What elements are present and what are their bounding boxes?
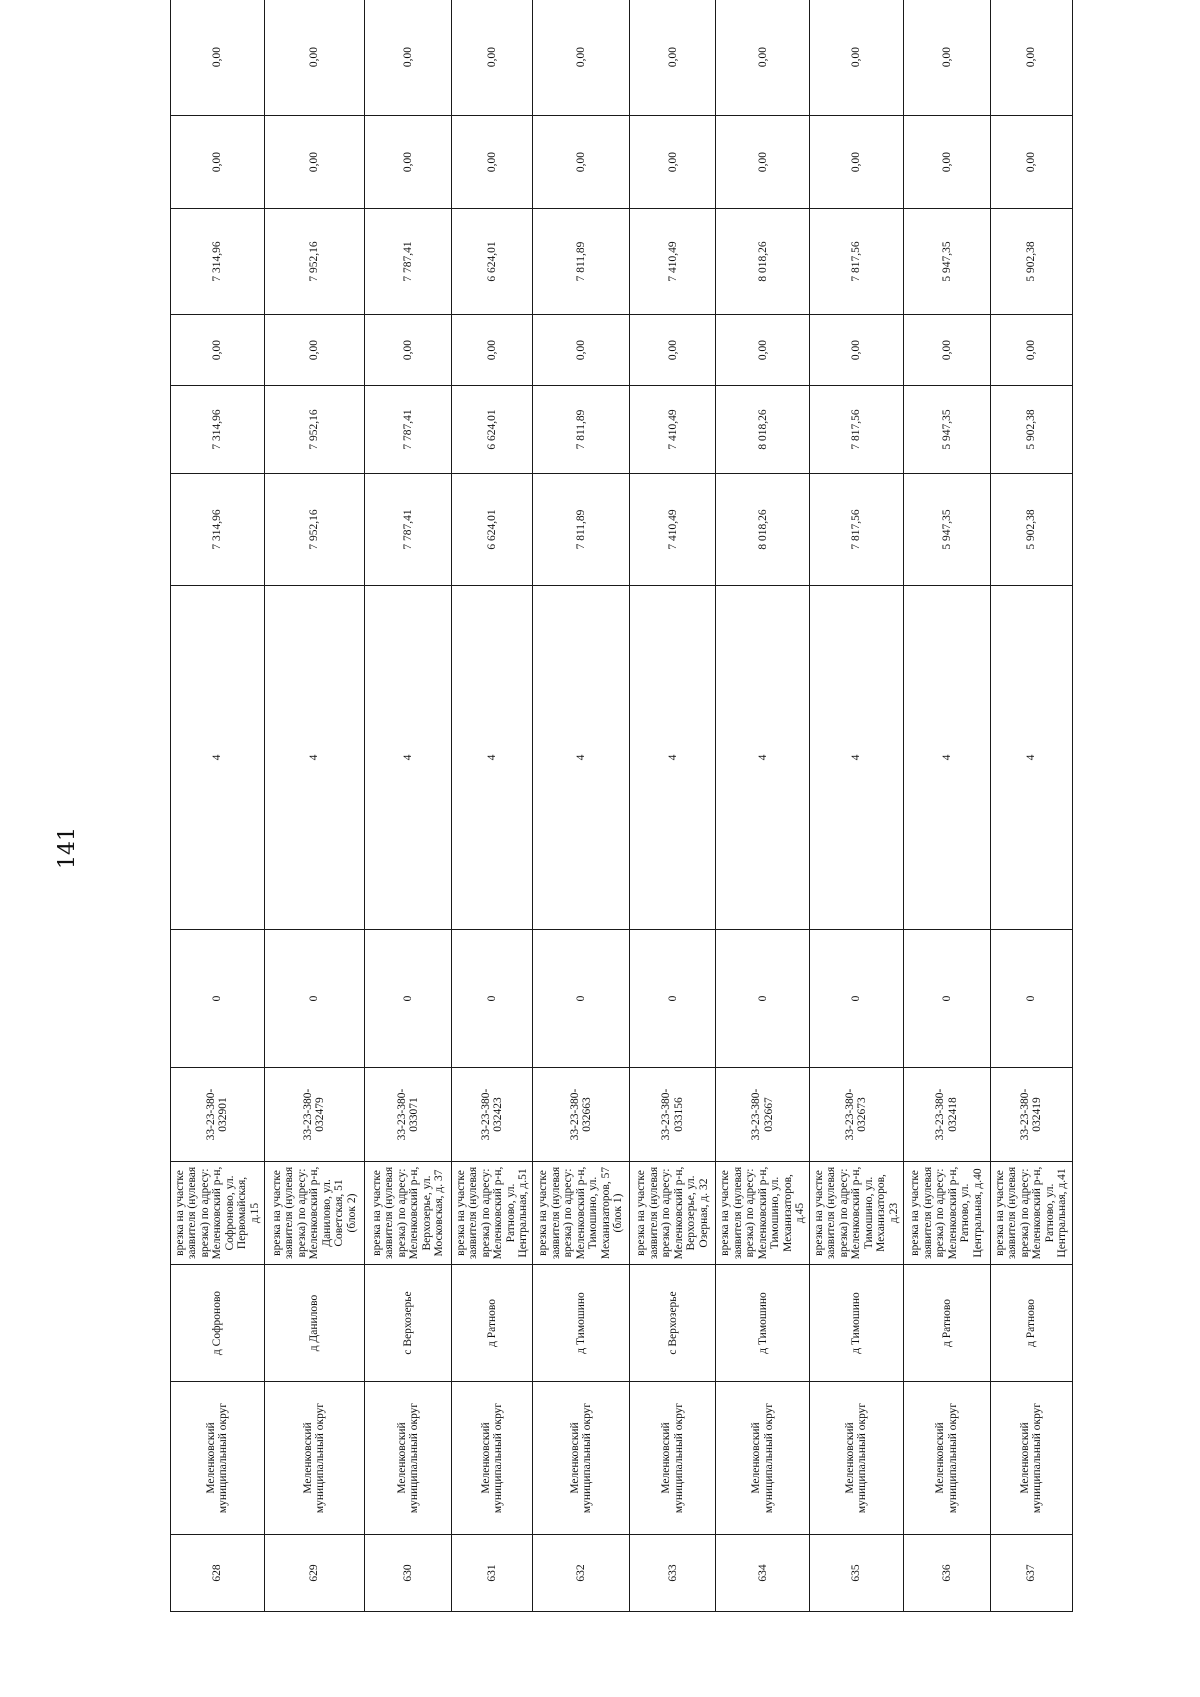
amount-cell-10: 0,00 (264, 315, 364, 386)
description-cell: врезка на участке заявителя (нулевая врезка) по адресу: Меленковский р-н, Тимошино, ул. Механизаторов, 57 (блок 1) (533, 1162, 630, 1265)
row-number-cell: 632 (533, 1535, 630, 1612)
rotated-table-wrapper (170, 46, 1073, 1612)
district-cell: Меленковский муниципальный округ (716, 1382, 810, 1535)
row-number-cell: 635 (810, 1535, 904, 1612)
page-number: 141 (55, 827, 80, 869)
amount-cell-9: 5 947,35 (903, 386, 990, 474)
value-cell-7: 4 (810, 586, 904, 930)
district-cell: Меленковский муниципальный округ (364, 1382, 451, 1535)
row-number-cell: 628 (171, 1535, 265, 1612)
amount-cell-9: 7 787,41 (364, 386, 451, 474)
cadastral-number-cell: 33-23-380-032418 (903, 1068, 990, 1162)
row-number-cell: 637 (990, 1535, 1072, 1612)
amount-cell-10: 0,00 (903, 315, 990, 386)
value-cell-6: 0 (452, 930, 533, 1068)
amount-cell-13: 0,00 (264, 0, 364, 116)
cadastral-number-cell: 33-23-380-033156 (630, 1068, 716, 1162)
settlement-cell: д Тимошино (810, 1265, 904, 1382)
district-cell: Меленковский муниципальный округ (903, 1382, 990, 1535)
value-cell-7: 4 (452, 586, 533, 930)
amount-cell-11: 6 624,01 (452, 209, 533, 315)
amount-cell-8: 7 410,49 (630, 474, 716, 586)
value-cell-6: 0 (810, 930, 904, 1068)
amount-cell-11: 7 811,89 (533, 209, 630, 315)
amount-cell-11: 7 314,96 (171, 209, 265, 315)
value-cell-6: 0 (903, 930, 990, 1068)
district-cell: Меленковский муниципальный округ (171, 1382, 265, 1535)
settlement-cell: д Тимошино (533, 1265, 630, 1382)
value-cell-7: 4 (990, 586, 1072, 930)
cadastral-number-cell: 33-23-380-033071 (364, 1068, 451, 1162)
amount-cell-11: 7 817,56 (810, 209, 904, 315)
district-cell: Меленковский муниципальный округ (990, 1382, 1072, 1535)
row-number-cell: 634 (716, 1535, 810, 1612)
amount-cell-13: 0,00 (903, 0, 990, 116)
row-number-cell: 631 (452, 1535, 533, 1612)
description-cell: врезка на участке заявителя (нулевая врезка) по адресу: Меленковский р-н, Софроново, ул. Первомайская, д.15 (171, 1162, 265, 1265)
table-row (716, 0, 810, 1612)
description-cell: врезка на участке заявителя (нулевая врезка) по адресу: Меленковский р-н, Тимошино, ул. Механизаторов, д.45 (716, 1162, 810, 1265)
settlement-cell: д Данилово (264, 1265, 364, 1382)
table-row (452, 0, 533, 1612)
description-cell: врезка на участке заявителя (нулевая врезка) по адресу: Меленковский р-н, Ратново, ул. Центральная, д.40 (903, 1162, 990, 1265)
settlement-cell: д Софроново (171, 1265, 265, 1382)
value-cell-6: 0 (990, 930, 1072, 1068)
amount-cell-12: 0,00 (171, 116, 265, 209)
amount-cell-12: 0,00 (452, 116, 533, 209)
table-row (810, 0, 904, 1612)
table-row (990, 0, 1072, 1612)
value-cell-7: 4 (630, 586, 716, 930)
value-cell-6: 0 (264, 930, 364, 1068)
amount-cell-8: 7 314,96 (171, 474, 265, 586)
amount-cell-12: 0,00 (716, 116, 810, 209)
amount-cell-9: 5 902,38 (990, 386, 1072, 474)
amount-cell-8: 7 817,56 (810, 474, 904, 586)
cadastral-number-cell: 33-23-380-032479 (264, 1068, 364, 1162)
amount-cell-12: 0,00 (810, 116, 904, 209)
district-cell: Меленковский муниципальный округ (533, 1382, 630, 1535)
settlement-cell: д Тимошино (716, 1265, 810, 1382)
amount-cell-12: 0,00 (990, 116, 1072, 209)
amount-cell-10: 0,00 (364, 315, 451, 386)
description-cell: врезка на участке заявителя (нулевая врезка) по адресу: Меленковский р-н, Верхозерье, ул. Озерная, д. 32 (630, 1162, 716, 1265)
value-cell-7: 4 (716, 586, 810, 930)
cadastral-number-cell: 33-23-380-032423 (452, 1068, 533, 1162)
amount-cell-11: 5 902,38 (990, 209, 1072, 315)
value-cell-6: 0 (630, 930, 716, 1068)
value-cell-7: 4 (903, 586, 990, 930)
amount-cell-13: 0,00 (716, 0, 810, 116)
amount-cell-13: 0,00 (171, 0, 265, 116)
amount-cell-13: 0,00 (990, 0, 1072, 116)
district-cell: Меленковский муниципальный округ (630, 1382, 716, 1535)
amount-cell-13: 0,00 (452, 0, 533, 116)
row-number-cell: 633 (630, 1535, 716, 1612)
amount-cell-9: 7 811,89 (533, 386, 630, 474)
table-row (903, 0, 990, 1612)
amount-cell-10: 0,00 (171, 315, 265, 386)
amount-cell-13: 0,00 (630, 0, 716, 116)
table-row (171, 0, 265, 1612)
row-number-cell: 630 (364, 1535, 451, 1612)
description-cell: врезка на участке заявителя (нулевая врезка) по адресу: Меленковский р-н, Верхозерье, ул. Московская, д. 37 (364, 1162, 451, 1265)
value-cell-7: 4 (171, 586, 265, 930)
amount-cell-13: 0,00 (810, 0, 904, 116)
amount-cell-8: 7 787,41 (364, 474, 451, 586)
amount-cell-11: 7 952,16 (264, 209, 364, 315)
amount-cell-9: 7 314,96 (171, 386, 265, 474)
amount-cell-8: 5 902,38 (990, 474, 1072, 586)
amount-cell-12: 0,00 (630, 116, 716, 209)
table-row (264, 0, 364, 1612)
amount-cell-12: 0,00 (264, 116, 364, 209)
value-cell-6: 0 (171, 930, 265, 1068)
cadastral-number-cell: 33-23-380-032673 (810, 1068, 904, 1162)
amount-cell-12: 0,00 (903, 116, 990, 209)
table-row (364, 0, 451, 1612)
district-cell: Меленковский муниципальный округ (452, 1382, 533, 1535)
value-cell-7: 4 (364, 586, 451, 930)
amount-cell-11: 5 947,35 (903, 209, 990, 315)
amount-cell-10: 0,00 (630, 315, 716, 386)
description-cell: врезка на участке заявителя (нулевая врезка) по адресу: Меленковский р-н, Ратново, ул. Центральная, д.51 (452, 1162, 533, 1265)
row-number-cell: 636 (903, 1535, 990, 1612)
amount-cell-8: 7 952,16 (264, 474, 364, 586)
cadastral-number-cell: 33-23-380-032667 (716, 1068, 810, 1162)
registry-table (170, 0, 1073, 1612)
settlement-cell: с Верхозерье (364, 1265, 451, 1382)
value-cell-7: 4 (533, 586, 630, 930)
amount-cell-9: 7 952,16 (264, 386, 364, 474)
description-cell: врезка на участке заявителя (нулевая врезка) по адресу: Меленковский р-н, Данилово, ул. Советская, 51 (блок 2) (264, 1162, 364, 1265)
amount-cell-10: 0,00 (452, 315, 533, 386)
cadastral-number-cell: 33-23-380-032901 (171, 1068, 265, 1162)
description-cell: врезка на участке заявителя (нулевая врезка) по адресу: Меленковский р-н, Ратново, ул. Центральная, д.41 (990, 1162, 1072, 1265)
table-row (533, 0, 630, 1612)
amount-cell-12: 0,00 (364, 116, 451, 209)
settlement-cell: д Ратново (990, 1265, 1072, 1382)
district-cell: Меленковский муниципальный округ (264, 1382, 364, 1535)
amount-cell-9: 7 410,49 (630, 386, 716, 474)
table-body (171, 0, 1073, 1612)
amount-cell-8: 5 947,35 (903, 474, 990, 586)
amount-cell-11: 7 410,49 (630, 209, 716, 315)
cadastral-number-cell: 33-23-380-032663 (533, 1068, 630, 1162)
amount-cell-13: 0,00 (364, 0, 451, 116)
amount-cell-13: 0,00 (533, 0, 630, 116)
table-row (630, 0, 716, 1612)
amount-cell-10: 0,00 (810, 315, 904, 386)
amount-cell-10: 0,00 (990, 315, 1072, 386)
amount-cell-11: 7 787,41 (364, 209, 451, 315)
amount-cell-11: 8 018,26 (716, 209, 810, 315)
description-cell: врезка на участке заявителя (нулевая врезка) по адресу: Меленковский р-н, Тимошино, ул. Механизаторов, д.23 (810, 1162, 904, 1265)
value-cell-6: 0 (364, 930, 451, 1068)
settlement-cell: д Ратново (452, 1265, 533, 1382)
value-cell-7: 4 (264, 586, 364, 930)
amount-cell-8: 7 811,89 (533, 474, 630, 586)
settlement-cell: д Ратново (903, 1265, 990, 1382)
amount-cell-9: 8 018,26 (716, 386, 810, 474)
settlement-cell: с Верхозерье (630, 1265, 716, 1382)
value-cell-6: 0 (533, 930, 630, 1068)
amount-cell-12: 0,00 (533, 116, 630, 209)
amount-cell-9: 6 624,01 (452, 386, 533, 474)
amount-cell-9: 7 817,56 (810, 386, 904, 474)
amount-cell-10: 0,00 (533, 315, 630, 386)
value-cell-6: 0 (716, 930, 810, 1068)
amount-cell-10: 0,00 (716, 315, 810, 386)
district-cell: Меленковский муниципальный округ (810, 1382, 904, 1535)
amount-cell-8: 8 018,26 (716, 474, 810, 586)
row-number-cell: 629 (264, 1535, 364, 1612)
cadastral-number-cell: 33-23-380-032419 (990, 1068, 1072, 1162)
amount-cell-8: 6 624,01 (452, 474, 533, 586)
